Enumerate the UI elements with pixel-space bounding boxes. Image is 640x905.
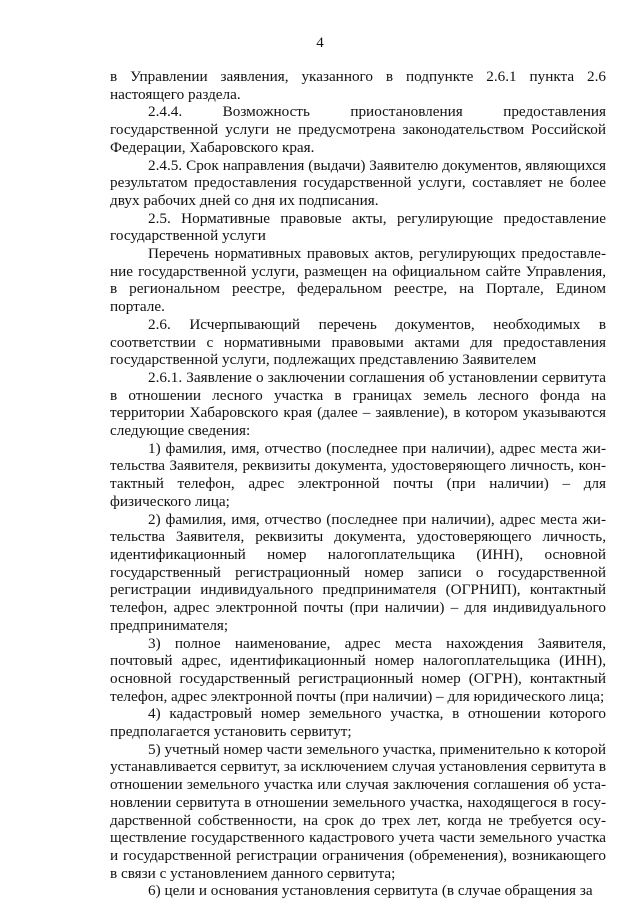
section-heading-2-5: 2.5. Нормативные правовые акты, регулирующие предоставление государственной услуги [110, 209, 606, 245]
paragraph-continuation: в Управлении заявления, указанного в подпункте 2.6.1 пункта 2.6 настоящего раздела. [110, 68, 606, 103]
paragraph-2-6-1: 2.6.1. Заявление о заключении соглашения об установлении сервитута в отношении лесного участка в границах земель лесного фонда на территории Хабаровского края (далее – заявление), в котором указываются следующие сведения: [110, 368, 606, 440]
list-item-3: 3) полное наименование, адрес места нахождения Заявителя, почтовый адрес, идентификационный номер налогоплательщика (ИНН), основной государственный регистрационный номер (ОГРН), контактный телефон, адрес электронной почты (при наличии) – для юридического лица; [110, 634, 606, 705]
list-item-1: 1) фамилия, имя, отчество (последнее при наличии), адрес места жительства Заявителя, реквизиты документа, удостоверяющего личность, контактный телефон, адрес электронной почты (при наличии) – для физического лица; [110, 439, 606, 510]
paragraph-2-4-4: 2.4.4. Возможность приостановления предоставления государственной услуги не предусмотрена законодательством Российской Федерации, Хабаровского края. [110, 103, 606, 156]
list-item-4: 4) кадастровый номер земельного участка, в отношении которого предполагается установить сервитут; [110, 705, 606, 741]
page-number: 4 [316, 35, 324, 51]
section-heading-2-6: 2.6. Исчерпывающий перечень документов, необходимых в соответствии с нормативными правовыми актами для предоставления государственной услуги, подлежащих представлению Заявителем [110, 315, 606, 369]
list-item-6: 6) цели и основания установления сервитута (в случае обращения за [148, 882, 593, 900]
paragraph-2-4-5: 2.4.5. Срок направления (выдачи) Заявителю документов, являющихся результатом предоставления государственной услуги, составляет не более двух рабочих дней со дня их подписания. [110, 156, 606, 209]
document-body [110, 68, 606, 900]
list-item-5: 5) учетный номер части земельного участка, применительно к которой устанавливается сервитут, за исключением случая установления сервитута в отношении земельного участка или случая заключения соглашения об установлении сервитута в отношении земельного участка, находящегося в государственной собственности, на срок до трех лет, когда не требуется осуществление государственного кадастрового учета части земельного участка и государственной регистрации ограничения (обременения), возникающего в связи с установлением данного сервитута; [110, 740, 606, 882]
paragraph-legal-acts-list: Перечень нормативных правовых актов, регулирующих предоставление государственной услуги, размещен на официальном сайте Управления, в региональном реестре, федеральном реестре, на Портале, Едином портале. [110, 245, 606, 316]
list-item-2: 2) фамилия, имя, отчество (последнее при наличии), адрес места жительства Заявителя, реквизиты документа, удостоверяющего личность, идентификационный номер налогоплательщика (ИНН), основной государственный регистрационный номер записи о государственной регистрации индивидуального предпринимателя (ОГРНИП), контактный телефон, адрес электронной почты (при наличии) – для индивидуального предпринимателя; [110, 510, 606, 634]
